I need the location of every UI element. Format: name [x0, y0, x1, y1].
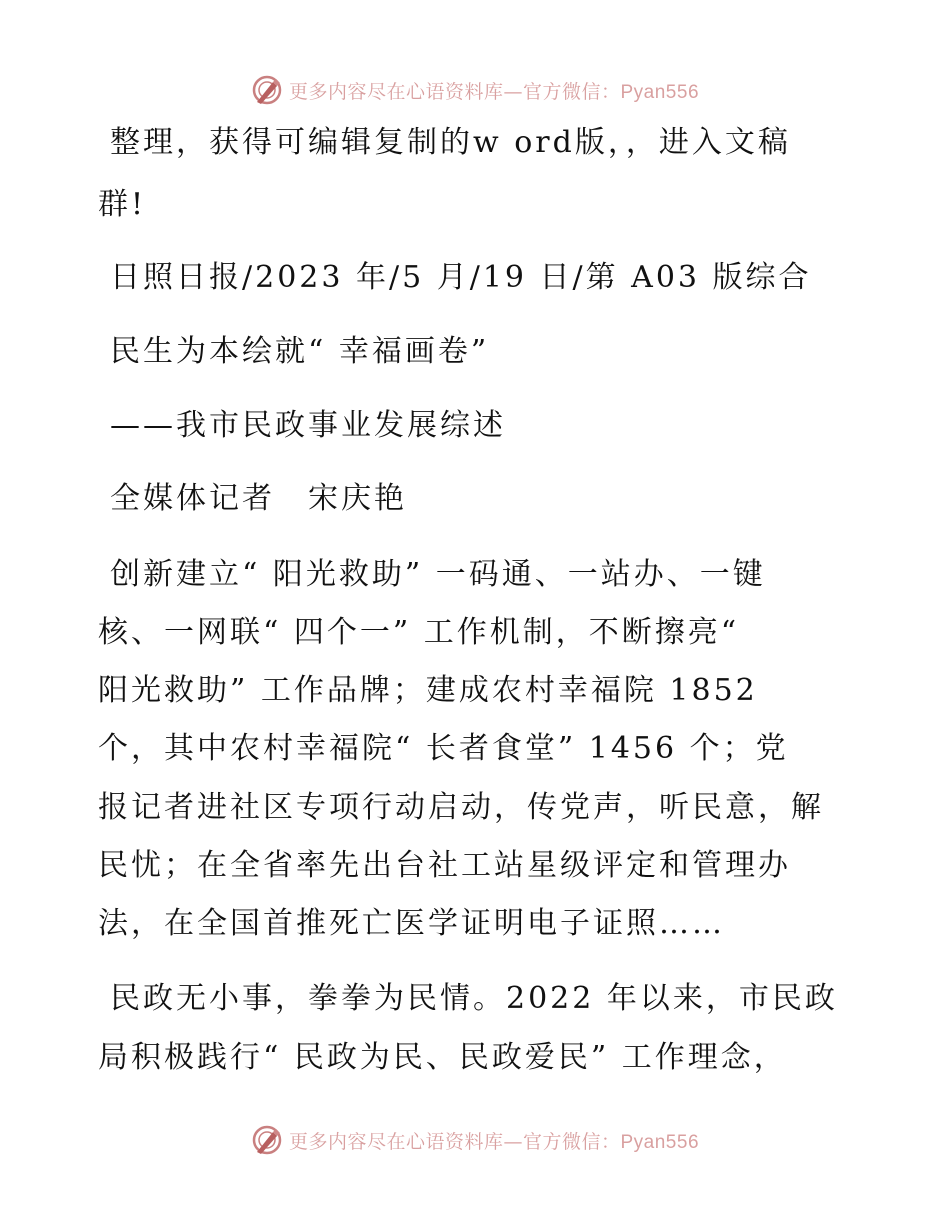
footer-banner-text — [289, 1127, 699, 1154]
footer-banner — [0, 1120, 950, 1160]
paragraph-1-line-5: 报记者进社区专项行动启动，传党声，听民意，解 — [98, 790, 824, 825]
header-banner-cn: 更多内容尽在心语资料库—官方微信： — [288, 80, 621, 103]
footer-banner-wechat-id: Pyan556 — [620, 1131, 700, 1153]
header-banner-wechat-id: Pyan556 — [620, 81, 700, 103]
paragraph-1-line-3: 阳光救助” 工作品牌；建成农村幸福院 1852 — [98, 673, 758, 708]
header-banner-text — [289, 77, 699, 104]
pen-logo-icon — [251, 1124, 283, 1156]
paragraph-1-line-1: 创新建立“ 阳光救助” 一码通、一站办、一键 — [110, 557, 766, 592]
paragraph-2-line-2: 局积极践行“ 民政为民、民政爱民” 工作理念， — [98, 1040, 787, 1075]
text-line-3: 日照日报/2023 年/5 月/19 日/第 A03 版综合 — [110, 260, 812, 295]
text-line-2: 群! — [98, 187, 147, 222]
article-byline: 全媒体记者 宋庆艳 — [110, 481, 407, 516]
paragraph-1-line-4: 个，其中农村幸福院“ 长者食堂” 1456 个；党 — [98, 731, 789, 766]
article-title: 民生为本绘就“ 幸福画卷” — [110, 334, 490, 369]
paragraph-1-line-6: 民忧；在全省率先出台社工站星级评定和管理办 — [98, 848, 791, 883]
paragraph-2-line-1: 民政无小事，拳拳为民情。2022 年以来，市民政 — [110, 981, 838, 1016]
pen-logo-icon — [251, 74, 283, 106]
article-subtitle: ——我市民政事业发展综述 — [110, 408, 506, 443]
text-line-1: 整理，获得可编辑复制的w ord版，，进入文稿 — [110, 125, 791, 160]
header-banner — [0, 70, 950, 110]
footer-banner-cn: 更多内容尽在心语资料库—官方微信： — [288, 1130, 621, 1153]
paragraph-1-line-2: 核、一网联“ 四个一” 工作机制，不断擦亮“ — [98, 615, 740, 650]
paragraph-1-line-7: 法，在全国首推死亡医学证明电子证照…… — [98, 906, 725, 941]
